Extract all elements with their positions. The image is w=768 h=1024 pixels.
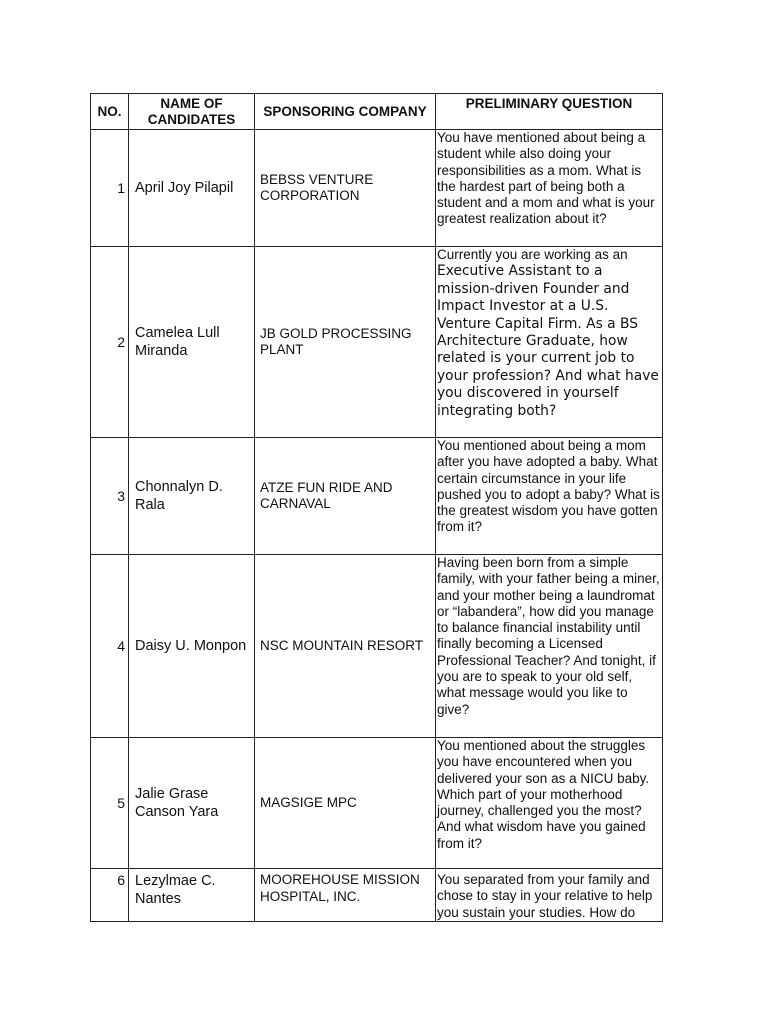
row-number: 1 bbox=[91, 130, 129, 247]
preliminary-question-cell bbox=[436, 247, 663, 438]
preliminary-question: You mentioned about the struggles you have encountered when you delivered your son as a NICU baby. Which part of your motherhood journey, challenged you the most? And what wisdom have you gained from it? bbox=[436, 738, 663, 869]
sponsoring-company: NSC MOUNTAIN RESORT bbox=[255, 555, 436, 738]
row-number: 4 bbox=[91, 555, 129, 738]
candidate-name: Jalie Grase Canson Yara bbox=[129, 738, 255, 869]
header-no: NO. bbox=[91, 94, 129, 130]
sponsoring-company: MAGSIGE MPC bbox=[255, 738, 436, 869]
row-number: 2 bbox=[91, 247, 129, 438]
candidate-name: Chonnalyn D. Rala bbox=[129, 438, 255, 555]
header-question: PRELIMINARY QUESTION bbox=[436, 94, 663, 130]
table-row bbox=[91, 438, 663, 555]
table-row bbox=[91, 247, 663, 438]
candidate-name: Camelea Lull Miranda bbox=[129, 247, 255, 438]
preliminary-question: You mentioned about being a mom after you have adopted a baby. What certain circumstance in your life pushed you to adopt a baby? What is the greatest wisdom you have gotten from it? bbox=[436, 438, 663, 555]
sponsoring-company: MOOREHOUSE MISSION HOSPITAL, INC. bbox=[255, 869, 436, 922]
table-header-row bbox=[91, 94, 663, 130]
candidates-table bbox=[90, 93, 663, 922]
question-lead: Currently you are working as an bbox=[437, 247, 628, 262]
preliminary-question: You separated from your family and chose to stay in your relative to help you sustain your studies. How do bbox=[436, 869, 663, 922]
sponsoring-company: BEBSS VENTURE CORPORATION bbox=[255, 130, 436, 247]
row-number: 3 bbox=[91, 438, 129, 555]
table-row bbox=[91, 130, 663, 247]
candidate-name: Daisy U. Monpon bbox=[129, 555, 255, 738]
header-company: SPONSORING COMPANY bbox=[255, 94, 436, 130]
table-row bbox=[91, 555, 663, 738]
table-row bbox=[91, 869, 663, 922]
preliminary-question: You have mentioned about being a student while also doing your responsibilities as a mom. What is the hardest part of being both a student and a mom and what is your greatest realization about it? bbox=[436, 130, 663, 247]
table-row bbox=[91, 738, 663, 869]
candidate-name: Lezylmae C. Nantes bbox=[129, 869, 255, 922]
candidate-name: April Joy Pilapil bbox=[129, 130, 255, 247]
row-number: 6 bbox=[91, 869, 129, 922]
sponsoring-company: ATZE FUN RIDE AND CARNAVAL bbox=[255, 438, 436, 555]
preliminary-question: Executive Assistant to a mission-driven Founder and Impact Investor at a U.S. Venture Capital Firm. As a BS Architecture Graduate, how related is your current job to your profession? And what have you discovered in yourself integrating both? bbox=[437, 263, 659, 419]
header-name: NAME OF CANDIDATES bbox=[129, 94, 255, 130]
sponsoring-company: JB GOLD PROCESSING PLANT bbox=[255, 247, 436, 438]
preliminary-question: Having been born from a simple family, with your father being a miner, and your mother being a laundromat or “labandera”, how did you manage to balance financial instability until finally becoming a Licensed Professional Teacher? And tonight, if you are to speak to your old self, what message would you like to give? bbox=[436, 555, 663, 738]
row-number: 5 bbox=[91, 738, 129, 869]
